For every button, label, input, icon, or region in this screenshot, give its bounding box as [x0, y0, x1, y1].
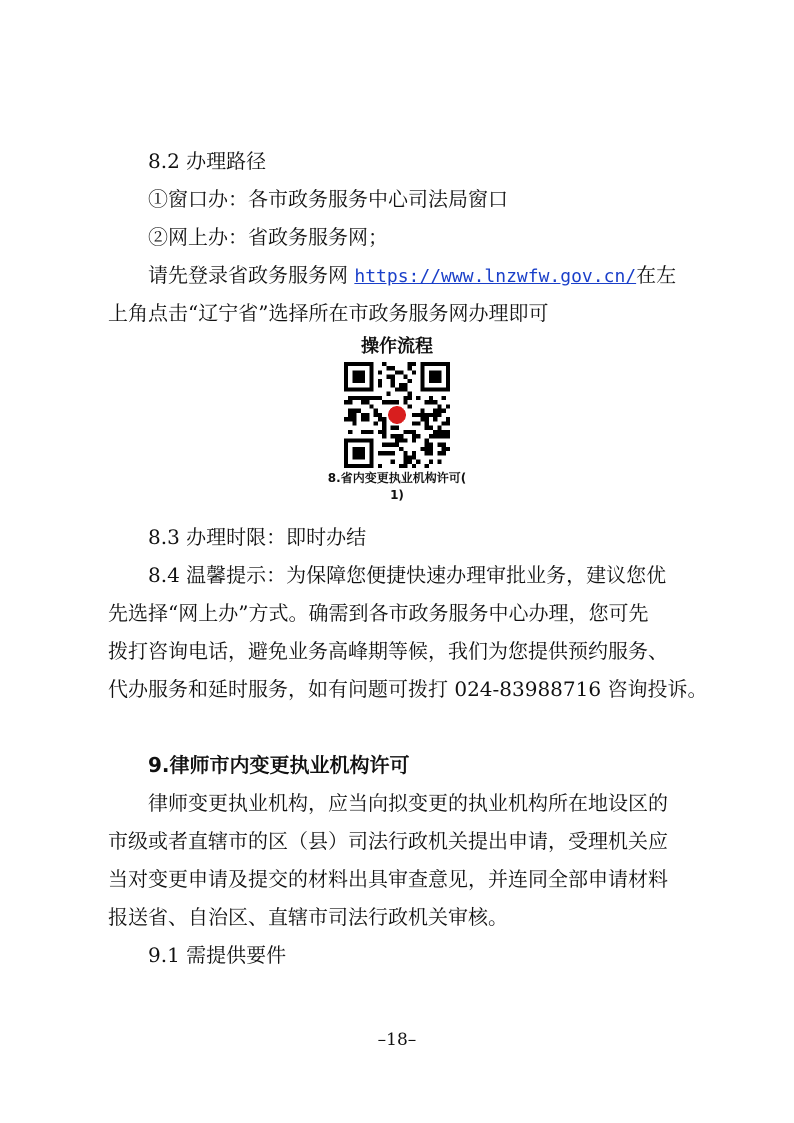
- qr-module: [357, 409, 361, 413]
- qr-module: [374, 413, 378, 417]
- qr-module: [429, 434, 433, 438]
- qr-module: [391, 400, 395, 404]
- emblem-icon: [388, 406, 406, 424]
- qr-module: [399, 438, 403, 442]
- qr-module: [412, 430, 416, 434]
- qr-module: [352, 417, 356, 421]
- qr-module: [446, 404, 450, 408]
- qr-module: [352, 409, 356, 413]
- qr-module: [425, 447, 429, 451]
- section-9-para-line2: 市级或者直辖市的区（县）司法行政机关提出申请，受理机关应: [108, 829, 668, 853]
- qr-module: [395, 434, 399, 438]
- qr-module: [382, 400, 386, 404]
- qr-module: [352, 447, 365, 460]
- qr-module: [420, 417, 424, 421]
- qr-module: [412, 464, 416, 468]
- qr-module: [386, 443, 390, 447]
- qr-module: [378, 413, 382, 417]
- qr-module: [442, 451, 446, 455]
- qr-module: [391, 451, 395, 455]
- login-instruction-tail: 在左: [636, 263, 677, 287]
- qr-module: [399, 387, 403, 391]
- qr-module: [403, 460, 407, 464]
- qr-module: [425, 451, 429, 455]
- qr-caption-line2: 1): [390, 488, 404, 502]
- qr-module: [348, 409, 352, 413]
- section-8-3-line: 8.3 办理时限：即时办结: [148, 525, 367, 549]
- qr-module: [378, 396, 382, 400]
- qr-code-graphic: [344, 362, 450, 468]
- qr-module: [382, 421, 386, 425]
- qr-module: [403, 451, 407, 455]
- qr-module: [391, 443, 395, 447]
- qr-module: [416, 413, 420, 417]
- qr-module: [391, 383, 395, 387]
- qr-module: [442, 430, 446, 434]
- qr-module: [433, 417, 437, 421]
- qr-module: [442, 447, 446, 451]
- qr-module: [416, 460, 420, 464]
- qr-module: [437, 426, 441, 430]
- qr-module: [425, 417, 429, 421]
- qr-module: [403, 430, 407, 434]
- qr-module: [429, 396, 433, 400]
- qr-module: [391, 460, 395, 464]
- qr-module: [416, 434, 420, 438]
- qr-module: [403, 375, 407, 379]
- qr-module: [425, 426, 429, 430]
- qr-module: [357, 396, 361, 400]
- qr-module: [437, 434, 441, 438]
- qr-module: [408, 392, 412, 396]
- qr-module: [391, 379, 395, 383]
- qr-module: [442, 434, 446, 438]
- qr-module: [348, 400, 352, 404]
- qr-module: [437, 430, 441, 434]
- qr-module: [446, 421, 450, 425]
- qr-module: [442, 409, 446, 413]
- qr-module: [382, 426, 386, 430]
- qr-module: [408, 455, 412, 459]
- qr-module: [344, 417, 348, 421]
- qr-module: [399, 383, 403, 387]
- window-office-line: ①窗口办：各市政务服务中心司法局窗口: [148, 187, 508, 211]
- qr-module: [429, 426, 433, 430]
- qr-module: [429, 370, 442, 383]
- qr-module: [408, 396, 412, 400]
- qr-module: [412, 370, 416, 374]
- qr-title: 操作流程: [361, 336, 433, 357]
- qr-module: [395, 426, 399, 430]
- qr-module: [386, 400, 390, 404]
- qr-module: [386, 366, 390, 370]
- qr-module: [369, 396, 373, 400]
- qr-module: [408, 366, 412, 370]
- qr-module: [378, 464, 382, 468]
- qr-module: [412, 362, 416, 366]
- section-8-4-line: 8.4 温馨提示：为保障您便捷快速办理审批业务，建议您优: [148, 563, 667, 587]
- qr-module: [395, 438, 399, 442]
- section-8-2-heading: 8.2 办理路径: [148, 149, 267, 173]
- qr-module: [391, 426, 395, 430]
- qr-module: [433, 434, 437, 438]
- qr-module: [399, 434, 403, 438]
- qr-module: [429, 413, 433, 417]
- qr-module: [391, 375, 395, 379]
- qr-module: [429, 451, 433, 455]
- qr-module: [352, 396, 356, 400]
- qr-module: [361, 417, 365, 421]
- qr-module: [437, 443, 441, 447]
- qr-module: [348, 396, 352, 400]
- qr-module: [382, 417, 386, 421]
- qr-module: [433, 430, 437, 434]
- qr-module: [365, 413, 369, 417]
- qr-module: [365, 400, 369, 404]
- qr-module: [403, 396, 407, 400]
- qr-module: [408, 379, 412, 383]
- qr-module: [425, 464, 429, 468]
- qr-module: [403, 438, 407, 442]
- qr-module: [378, 430, 382, 434]
- qr-module: [412, 438, 416, 442]
- qr-module: [369, 404, 373, 408]
- qr-module: [437, 409, 441, 413]
- qr-module: [403, 464, 407, 468]
- qr-module: [408, 404, 412, 408]
- qr-module: [420, 413, 424, 417]
- qr-module: [437, 413, 441, 417]
- qr-module: [403, 455, 407, 459]
- qr-module: [382, 434, 386, 438]
- qr-module: [348, 430, 352, 434]
- qr-module: [425, 438, 429, 442]
- qr-module: [412, 413, 416, 417]
- qr-module: [378, 379, 382, 383]
- section-9-heading: 9.律师市内变更执业机构许可: [148, 753, 410, 777]
- qr-module: [399, 370, 403, 374]
- qr-module: [382, 451, 386, 455]
- qr-module: [361, 413, 365, 417]
- qr-module: [408, 430, 412, 434]
- qr-module: [378, 451, 382, 455]
- qr-module: [425, 421, 429, 425]
- qr-module: [408, 460, 412, 464]
- qr-module: [399, 447, 403, 451]
- qr-module: [429, 460, 433, 464]
- qr-module: [344, 400, 348, 404]
- qr-module: [416, 396, 420, 400]
- qr-module: [446, 447, 450, 451]
- qr-module: [437, 460, 441, 464]
- section-9-1-heading: 9.1 需提供要件: [148, 943, 287, 967]
- qr-module: [378, 383, 382, 387]
- qr-module: [374, 409, 378, 413]
- qr-module: [386, 392, 390, 396]
- qr-module: [395, 443, 399, 447]
- qr-module: [412, 434, 416, 438]
- qr-module: [446, 417, 450, 421]
- qr-module: [348, 413, 352, 417]
- qr-module: [382, 430, 386, 434]
- qr-module: [382, 362, 386, 366]
- qr-module: [361, 396, 365, 400]
- qr-code-image[interactable]: [344, 362, 450, 468]
- qr-module: [446, 430, 450, 434]
- qr-module: [412, 455, 416, 459]
- qr-module: [437, 451, 441, 455]
- online-office-line: ②网上办：省政务服务网；: [148, 225, 388, 249]
- qr-module: [352, 413, 356, 417]
- qr-module: [369, 430, 373, 434]
- qr-module: [365, 396, 369, 400]
- qr-module: [433, 409, 437, 413]
- qr-module: [352, 370, 365, 383]
- qr-module: [386, 375, 390, 379]
- qr-module: [391, 434, 395, 438]
- qr-module: [437, 404, 441, 408]
- qr-module: [395, 370, 399, 374]
- qr-module: [395, 400, 399, 404]
- qr-module: [348, 417, 352, 421]
- qr-module: [365, 417, 369, 421]
- login-instruction-line: [148, 257, 696, 295]
- qr-module: [352, 421, 356, 425]
- qr-module: [429, 400, 433, 404]
- qr-module: [399, 464, 403, 468]
- qr-module: [365, 430, 369, 434]
- qr-module: [386, 451, 390, 455]
- qr-module: [403, 387, 407, 391]
- qr-module: [391, 366, 395, 370]
- qr-module: [420, 447, 424, 451]
- qr-module: [382, 443, 386, 447]
- qr-module: [403, 400, 407, 404]
- qr-module: [429, 443, 433, 447]
- login-instruction-continued: 上角点击“辽宁省”选择所在市政务服务网办理即可: [108, 301, 549, 325]
- qr-module: [442, 443, 446, 447]
- qr-module: [412, 451, 416, 455]
- qr-module: [442, 396, 446, 400]
- tips-line-2: 先选择“网上办”方式。确需到各市政务服务中心办理，您可先: [108, 601, 649, 625]
- qr-module: [378, 417, 382, 421]
- qr-module: [408, 362, 412, 366]
- qr-caption: [297, 470, 497, 504]
- qr-module: [361, 400, 365, 404]
- tips-line-3: 拨打咨询电话，避免业务高峰期等候，我们为您提供预约服务、: [108, 639, 668, 663]
- qr-module: [378, 370, 382, 374]
- qr-module: [412, 421, 416, 425]
- portal-link[interactable]: https://www.lnzwfw.gov.cn/: [354, 266, 637, 287]
- qr-code-block: [297, 336, 497, 504]
- qr-module: [433, 400, 437, 404]
- qr-module: [433, 413, 437, 417]
- qr-module: [429, 447, 433, 451]
- qr-module: [442, 421, 446, 425]
- qr-module: [420, 409, 424, 413]
- qr-module: [395, 387, 399, 391]
- qr-module: [446, 434, 450, 438]
- qr-caption-line1: 8.省内变更执业机构许可(: [327, 471, 467, 485]
- tips-line-4: 代办服务和延时服务，如有问题可拨打 024-83988716 咨询投诉。: [108, 677, 708, 701]
- qr-module: [416, 421, 420, 425]
- page-number: –18–: [377, 1030, 417, 1050]
- section-9-para-line1: 律师变更执业机构，应当向拟变更的执业机构所在地设区的: [148, 791, 668, 815]
- section-9-para-line3: 当对变更申请及提交的材料出具审查意见，并连同全部申请材料: [108, 867, 668, 891]
- qr-module: [374, 396, 378, 400]
- login-instruction-text: 请先登录省政务服务网: [148, 263, 355, 287]
- qr-module: [361, 430, 365, 434]
- qr-module: [425, 413, 429, 417]
- qr-module: [425, 400, 429, 404]
- qr-module: [403, 383, 407, 387]
- section-9-para-line4: 报送省、自治区、直辖市司法行政机关审核。: [108, 905, 508, 929]
- qr-module: [425, 443, 429, 447]
- qr-module: [374, 421, 378, 425]
